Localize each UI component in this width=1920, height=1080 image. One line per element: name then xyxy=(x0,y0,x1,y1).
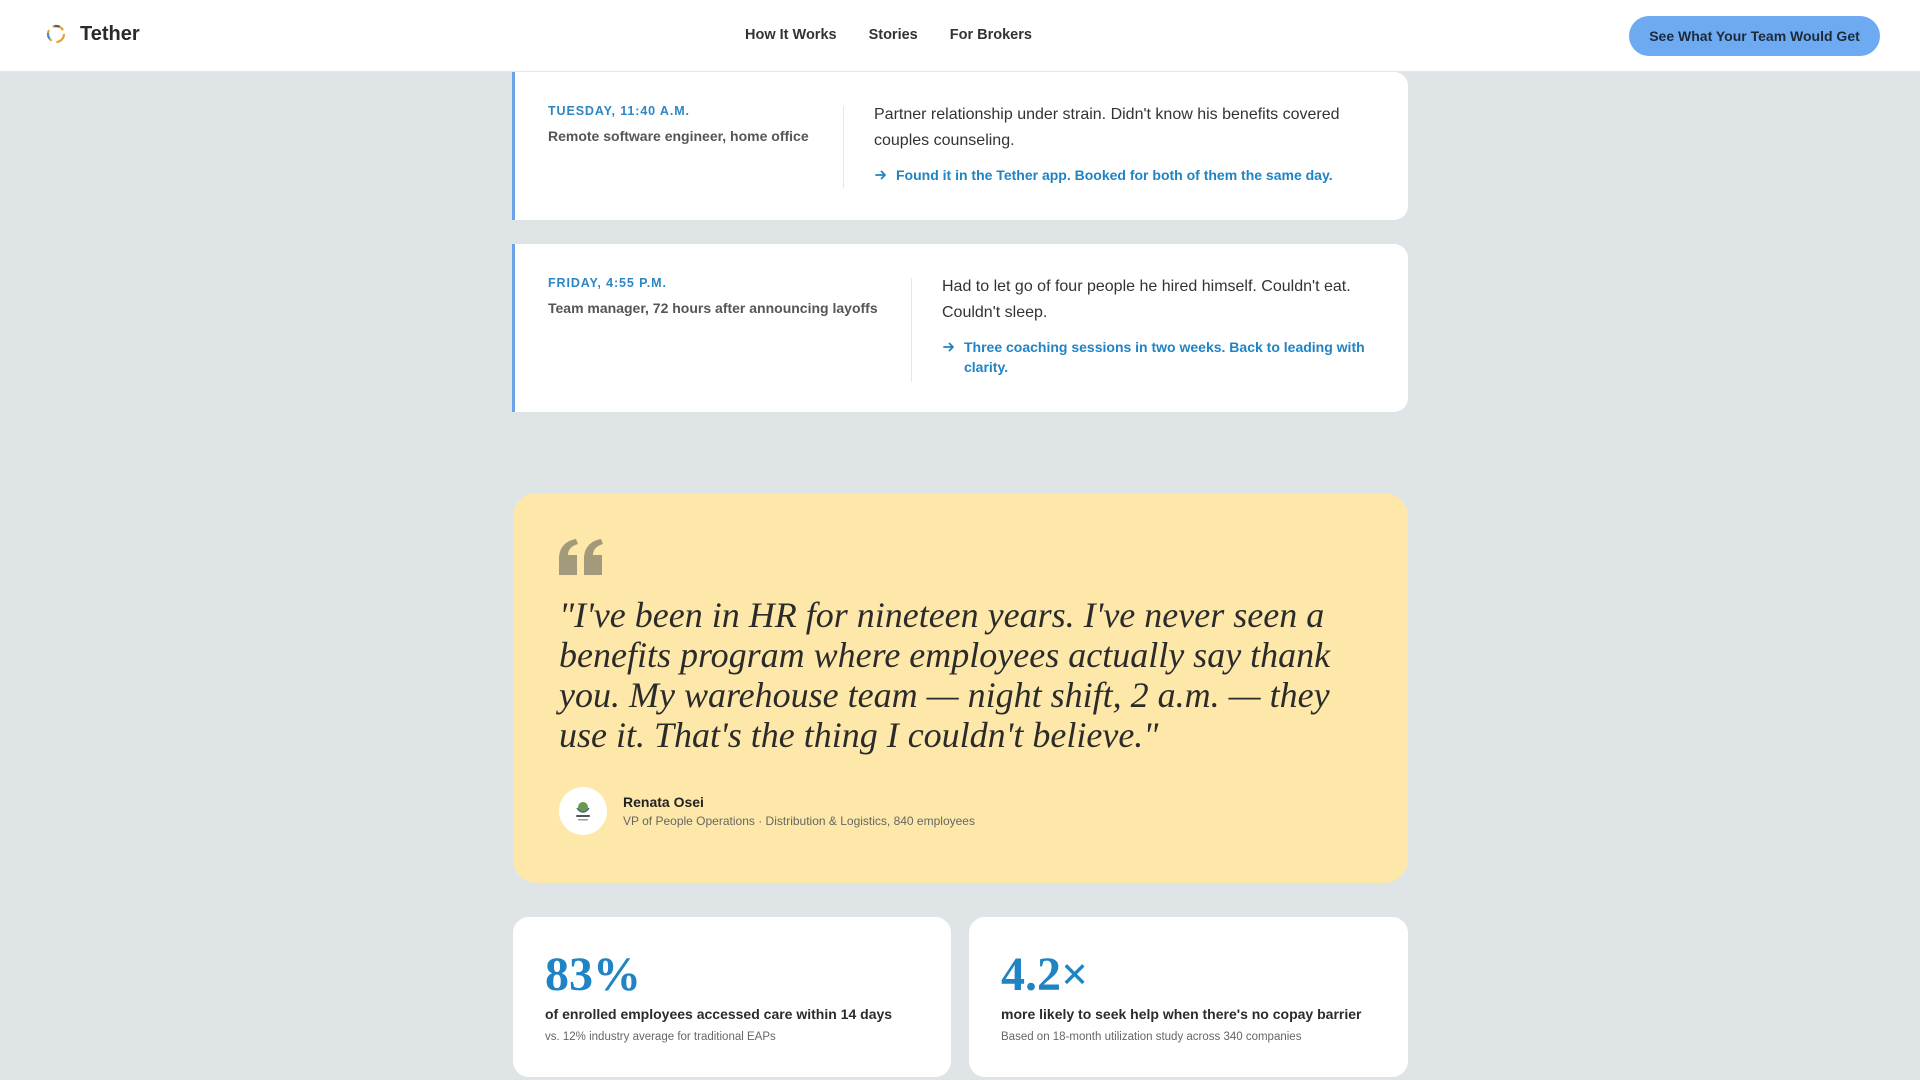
brand-name: Tether xyxy=(80,22,140,45)
quote-mark-icon xyxy=(559,539,603,575)
see-what-your-team-would-get-button[interactable]: See What Your Team Would Get xyxy=(1629,16,1880,56)
story-card xyxy=(512,244,1408,412)
story-divider xyxy=(843,106,844,188)
tether-logo-icon xyxy=(44,22,68,46)
story-outcome-text: Found it in the Tether app. Booked for both of them the same day. xyxy=(896,167,1333,183)
stat-value: 4.2× xyxy=(1001,948,1089,1001)
stat-card xyxy=(969,917,1408,1077)
arrow-right-icon xyxy=(874,168,888,182)
story-body xyxy=(942,274,1372,377)
stat-card xyxy=(513,917,951,1077)
story-outcome xyxy=(942,337,1372,377)
story-time: TUESDAY, 11:40 A.M. xyxy=(548,104,690,118)
top-nav-bar xyxy=(0,0,1920,72)
story-person: Team manager, 72 hours after announcing layoffs xyxy=(548,300,878,316)
arrow-right-icon xyxy=(942,340,956,354)
stat-note: vs. 12% industry average for traditional EAPs xyxy=(545,1031,776,1043)
testimonial-card xyxy=(513,493,1408,883)
story-problem: Had to let go of four people he hired himself. Couldn't eat. Couldn't sleep. xyxy=(942,278,1351,321)
company-logo-avatar xyxy=(559,787,607,835)
company-logo-icon xyxy=(569,797,597,825)
stat-value: 83% xyxy=(545,948,641,1001)
stat-label: of enrolled employees accessed care within 14 days xyxy=(545,1006,893,1022)
story-meta xyxy=(548,276,878,316)
testimonial-author xyxy=(559,787,975,835)
stat-note: Based on 18-month utilization study across 340 companies xyxy=(1001,1031,1302,1043)
stat-label: more likely to seek help when there's no copay barrier xyxy=(1001,1006,1362,1022)
story-outcome-text: Three coaching sessions in two weeks. Back to leading with clarity. xyxy=(964,339,1365,375)
author-name: Renata Osei xyxy=(623,794,704,810)
story-outcome xyxy=(874,165,1374,185)
story-problem: Partner relationship under strain. Didn't know his benefits covered couples counseling. xyxy=(874,106,1340,149)
brand[interactable] xyxy=(44,22,140,46)
nav-link-how-it-works[interactable]: How It Works xyxy=(745,27,837,43)
story-divider xyxy=(911,278,912,382)
nav-link-stories[interactable]: Stories xyxy=(868,27,918,43)
nav-link-for-brokers[interactable]: For Brokers xyxy=(949,27,1032,43)
author-role: VP of People Operations · Distribution & Logistics, 840 employees xyxy=(623,814,975,828)
story-body xyxy=(874,102,1374,185)
main-nav xyxy=(745,27,1032,43)
testimonial-quote: "I've been in HR for nineteen years. I've never seen a benefits program where employees actually say thank you. My warehouse team — night shift, 2 a.m. — they use it. That's the thing I couldn't believe." xyxy=(559,595,1331,755)
story-meta xyxy=(548,104,809,144)
story-time: FRIDAY, 4:55 P.M. xyxy=(548,276,667,290)
story-card xyxy=(512,72,1408,220)
story-person: Remote software engineer, home office xyxy=(548,128,809,144)
